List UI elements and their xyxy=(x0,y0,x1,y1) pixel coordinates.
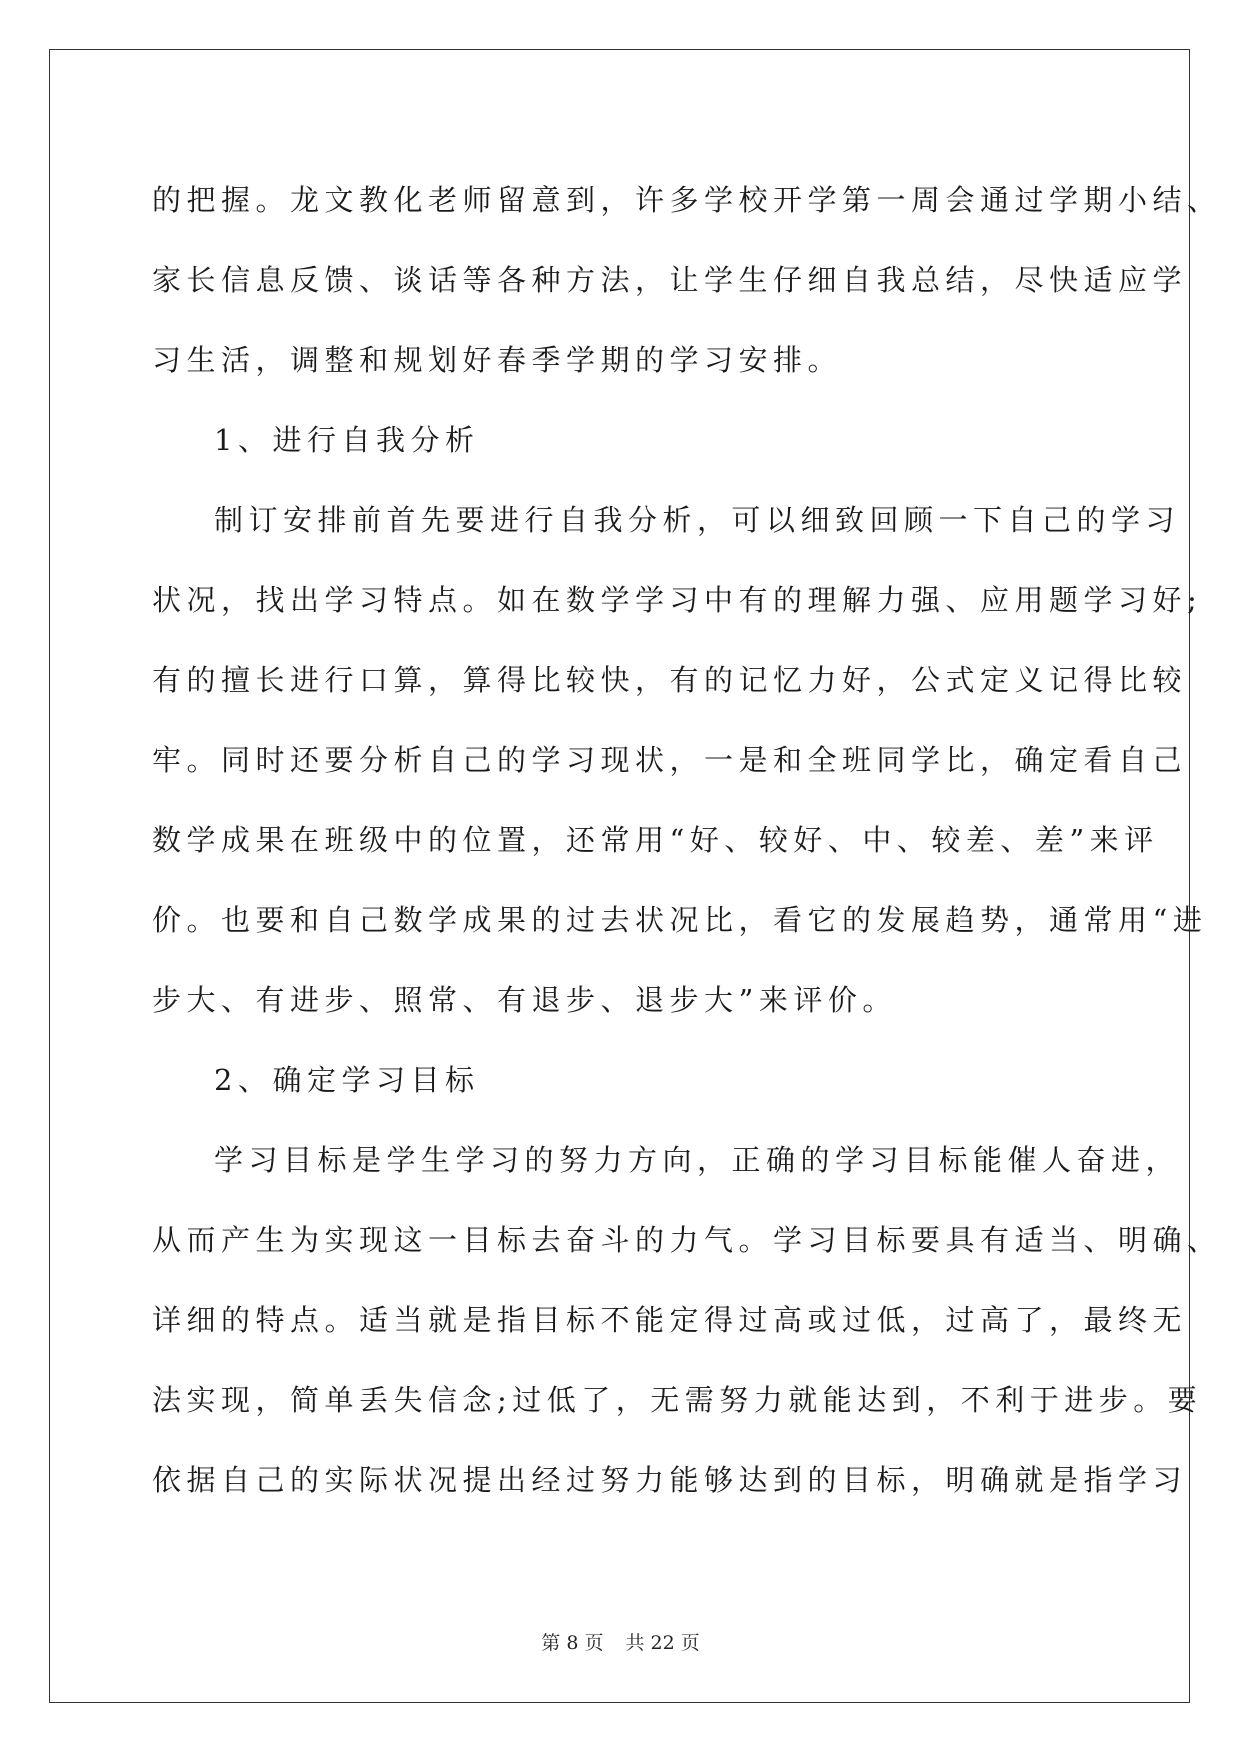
text-line: 法实现，简单丢失信念;过低了，无需努力就能达到，不利于进步。要 xyxy=(152,1383,1203,1417)
section-heading: 2、确定学习目标 xyxy=(214,1063,480,1097)
text-line: 状况，找出学习特点。如在数学学习中有的理解力强、应用题学习好; xyxy=(152,583,1203,617)
text-line: 学习目标是学生学习的努力方向，正确的学习目标能催人奋进， xyxy=(214,1143,1181,1177)
document-body xyxy=(152,160,1222,1520)
text-line: 制订安排前首先要进行自我分析，可以细致回顾一下自己的学习 xyxy=(214,503,1181,537)
text-line: 价。也要和自己数学成果的过去状况比，看它的发展趋势，通常用“进 xyxy=(152,903,1208,937)
text-line: 牢。同时还要分析自己的学习现状，一是和全班同学比，确定看自己 xyxy=(152,743,1188,777)
text-line: 家长信息反馈、谈话等各种方法，让学生仔细自我总结，尽快适应学 xyxy=(152,263,1188,297)
text-line: 详细的特点。适当就是指目标不能定得过高或过低，过高了，最终无 xyxy=(152,1303,1188,1337)
text-line: 依据自己的实际状况提出经过努力能够达到的目标，明确就是指学习 xyxy=(152,1463,1188,1497)
text-line: 从而产生为实现这一目标去奋斗的力气。学习目标要具有适当、明确、 xyxy=(152,1223,1222,1257)
section-heading: 1、进行自我分析 xyxy=(214,423,480,457)
text-line: 习生活，调整和规划好春季学期的学习安排。 xyxy=(152,343,843,377)
text-line: 有的擅长进行口算，算得比较快，有的记忆力好，公式定义记得比较 xyxy=(152,663,1188,697)
text-line: 数学成果在班级中的位置，还常用“好、较好、中、较差、差”来评 xyxy=(152,823,1159,857)
page-total: 共 22 页 xyxy=(625,1632,700,1654)
text-line: 步大、有进步、照常、有退步、退步大”来评价。 xyxy=(152,983,897,1017)
page-footer xyxy=(0,1628,1241,1655)
page-number: 第 8 页 xyxy=(541,1632,604,1654)
text-line: 的把握。龙文教化老师留意到，许多学校开学第一周会通过学期小结、 xyxy=(152,183,1222,217)
